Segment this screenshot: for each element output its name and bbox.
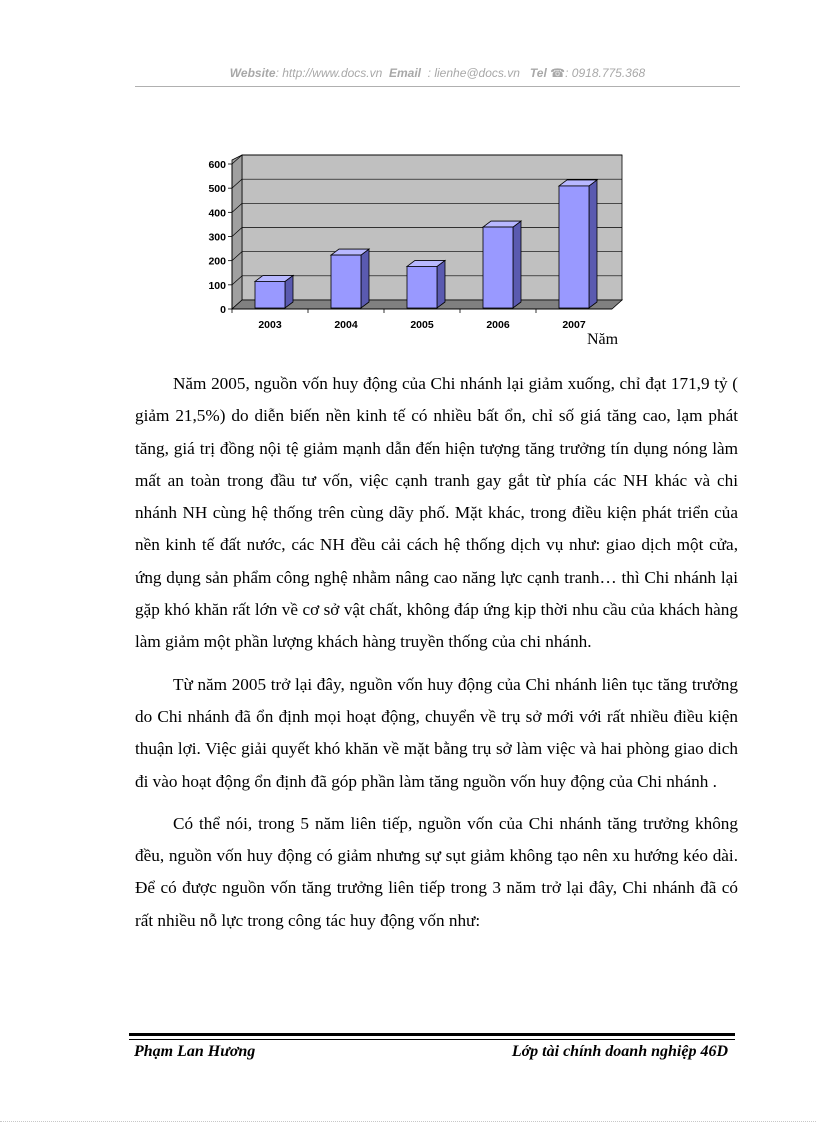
bar-2005 xyxy=(407,260,445,308)
x-tick-label: 2006 xyxy=(486,319,510,331)
bar-2006 xyxy=(483,221,521,308)
y-tick-label: 400 xyxy=(208,207,226,220)
bar-2007 xyxy=(559,180,597,308)
bar-2004 xyxy=(331,249,369,308)
paragraph-3: Có thể nói, trong 5 năm liên tiếp, nguồn vốn của Chi nhánh tăng trưởng không đều, nguồn vốn huy động có giảm nhưng sự sụt giảm không tạo nên xu hướng kéo dài. Để có được nguồn vốn tăng trưởng liên tiếp trong 3 năm trở lại đây, Chi nhánh đã có rất nhiều nỗ lực trong công tác huy động vốn như: xyxy=(135,813,738,930)
y-tick-label: 0 xyxy=(220,304,226,316)
email-label: Email xyxy=(388,66,421,80)
page-bottom-border xyxy=(0,1121,816,1122)
page-header xyxy=(135,66,740,80)
header-rule xyxy=(135,86,740,87)
paragraph-2: Từ năm 2005 trở lại đây, nguồn vốn huy động của Chi nhánh liên tục tăng trưởng do Chi nhánh đã ổn định mọi hoạt động, chuyển về trụ sở mới với rất nhiều điều kiện thuận lợi. Việc giải quyết khó khăn về mặt bằng trụ sở làm việc và hai phòng giao dich đi vào hoạt động ổn định đã góp phần làm tăng nguồn vốn huy động của Chi nhánh . xyxy=(135,674,738,791)
y-tick-label: 500 xyxy=(208,183,226,196)
website-value: : http://www.docs.vn xyxy=(275,66,383,80)
bar-front xyxy=(331,255,361,308)
x-tick-labels xyxy=(232,309,612,331)
footer-rule-thick xyxy=(129,1033,735,1036)
y-tick-label: 300 xyxy=(208,231,226,244)
x-tick-label: 2007 xyxy=(562,319,586,331)
y-tick-label: 100 xyxy=(208,279,226,292)
footer-rule-thin xyxy=(129,1039,735,1040)
bar-front xyxy=(559,186,589,308)
tel-value: : 0918.775.368 xyxy=(565,66,646,80)
tel-label: Tel xyxy=(529,66,547,80)
bar-front xyxy=(255,281,285,308)
funding-bar-chart xyxy=(195,148,635,348)
x-axis-label: Năm xyxy=(587,331,619,348)
footer-author: Phạm Lan Hương xyxy=(134,1043,256,1060)
bar-2003 xyxy=(255,275,293,308)
x-tick-label: 2005 xyxy=(410,319,434,331)
phone-icon: ☎ xyxy=(550,66,566,80)
bar-front xyxy=(407,266,437,308)
paragraph-1: Năm 2005, nguồn vốn huy động của Chi nhánh lại giảm xuống, chỉ đạt 171,9 tỷ ( giảm 21,5%) do diễn biến nền kinh tế có nhiều bất ổn, chỉ số giá tăng cao, lạm phát tăng, giá trị đồng nội tệ giảm mạnh dẫn đến hiện tượng tăng trưởng tín dụng nóng làm mất an toàn trong đầu tư vốn, việc cạnh tranh gay gắt từ phía các NH khác và chi nhánh NH cùng hệ thống trên cùng dãy phố. Mặt khác, trong điều kiện phát triển của nền kinh tế đất nước, các NH đều cải cách hệ thống dịch vụ như: giao dịch một cửa, ứng dụng sản phẩm công nghệ nhằm nâng cao năng lực cạnh tranh… thì Chi nhánh lại gặp khó khăn rất lớn về cơ sở vật chất, không đáp ứng kịp thời nhu cầu của khách hàng làm giảm một phần lượng khách hàng truyền thống của chi nhánh. xyxy=(135,374,738,652)
bar-side xyxy=(437,260,445,308)
email-value: : lienhe@docs.vn xyxy=(427,66,520,80)
website-label: Website xyxy=(229,66,276,80)
body-text xyxy=(135,368,738,947)
y-tick-label: 200 xyxy=(208,255,226,268)
y-tick-labels xyxy=(208,159,232,316)
bar-side xyxy=(513,221,521,308)
bar-side xyxy=(361,249,369,308)
y-tick-label: 600 xyxy=(208,159,226,171)
bar-front xyxy=(483,227,513,308)
x-tick-label: 2004 xyxy=(334,319,358,331)
x-tick-label: 2003 xyxy=(258,319,282,331)
footer-class: Lớp tài chính doanh nghiệp 46D xyxy=(511,1043,728,1060)
bar-side xyxy=(589,180,597,308)
